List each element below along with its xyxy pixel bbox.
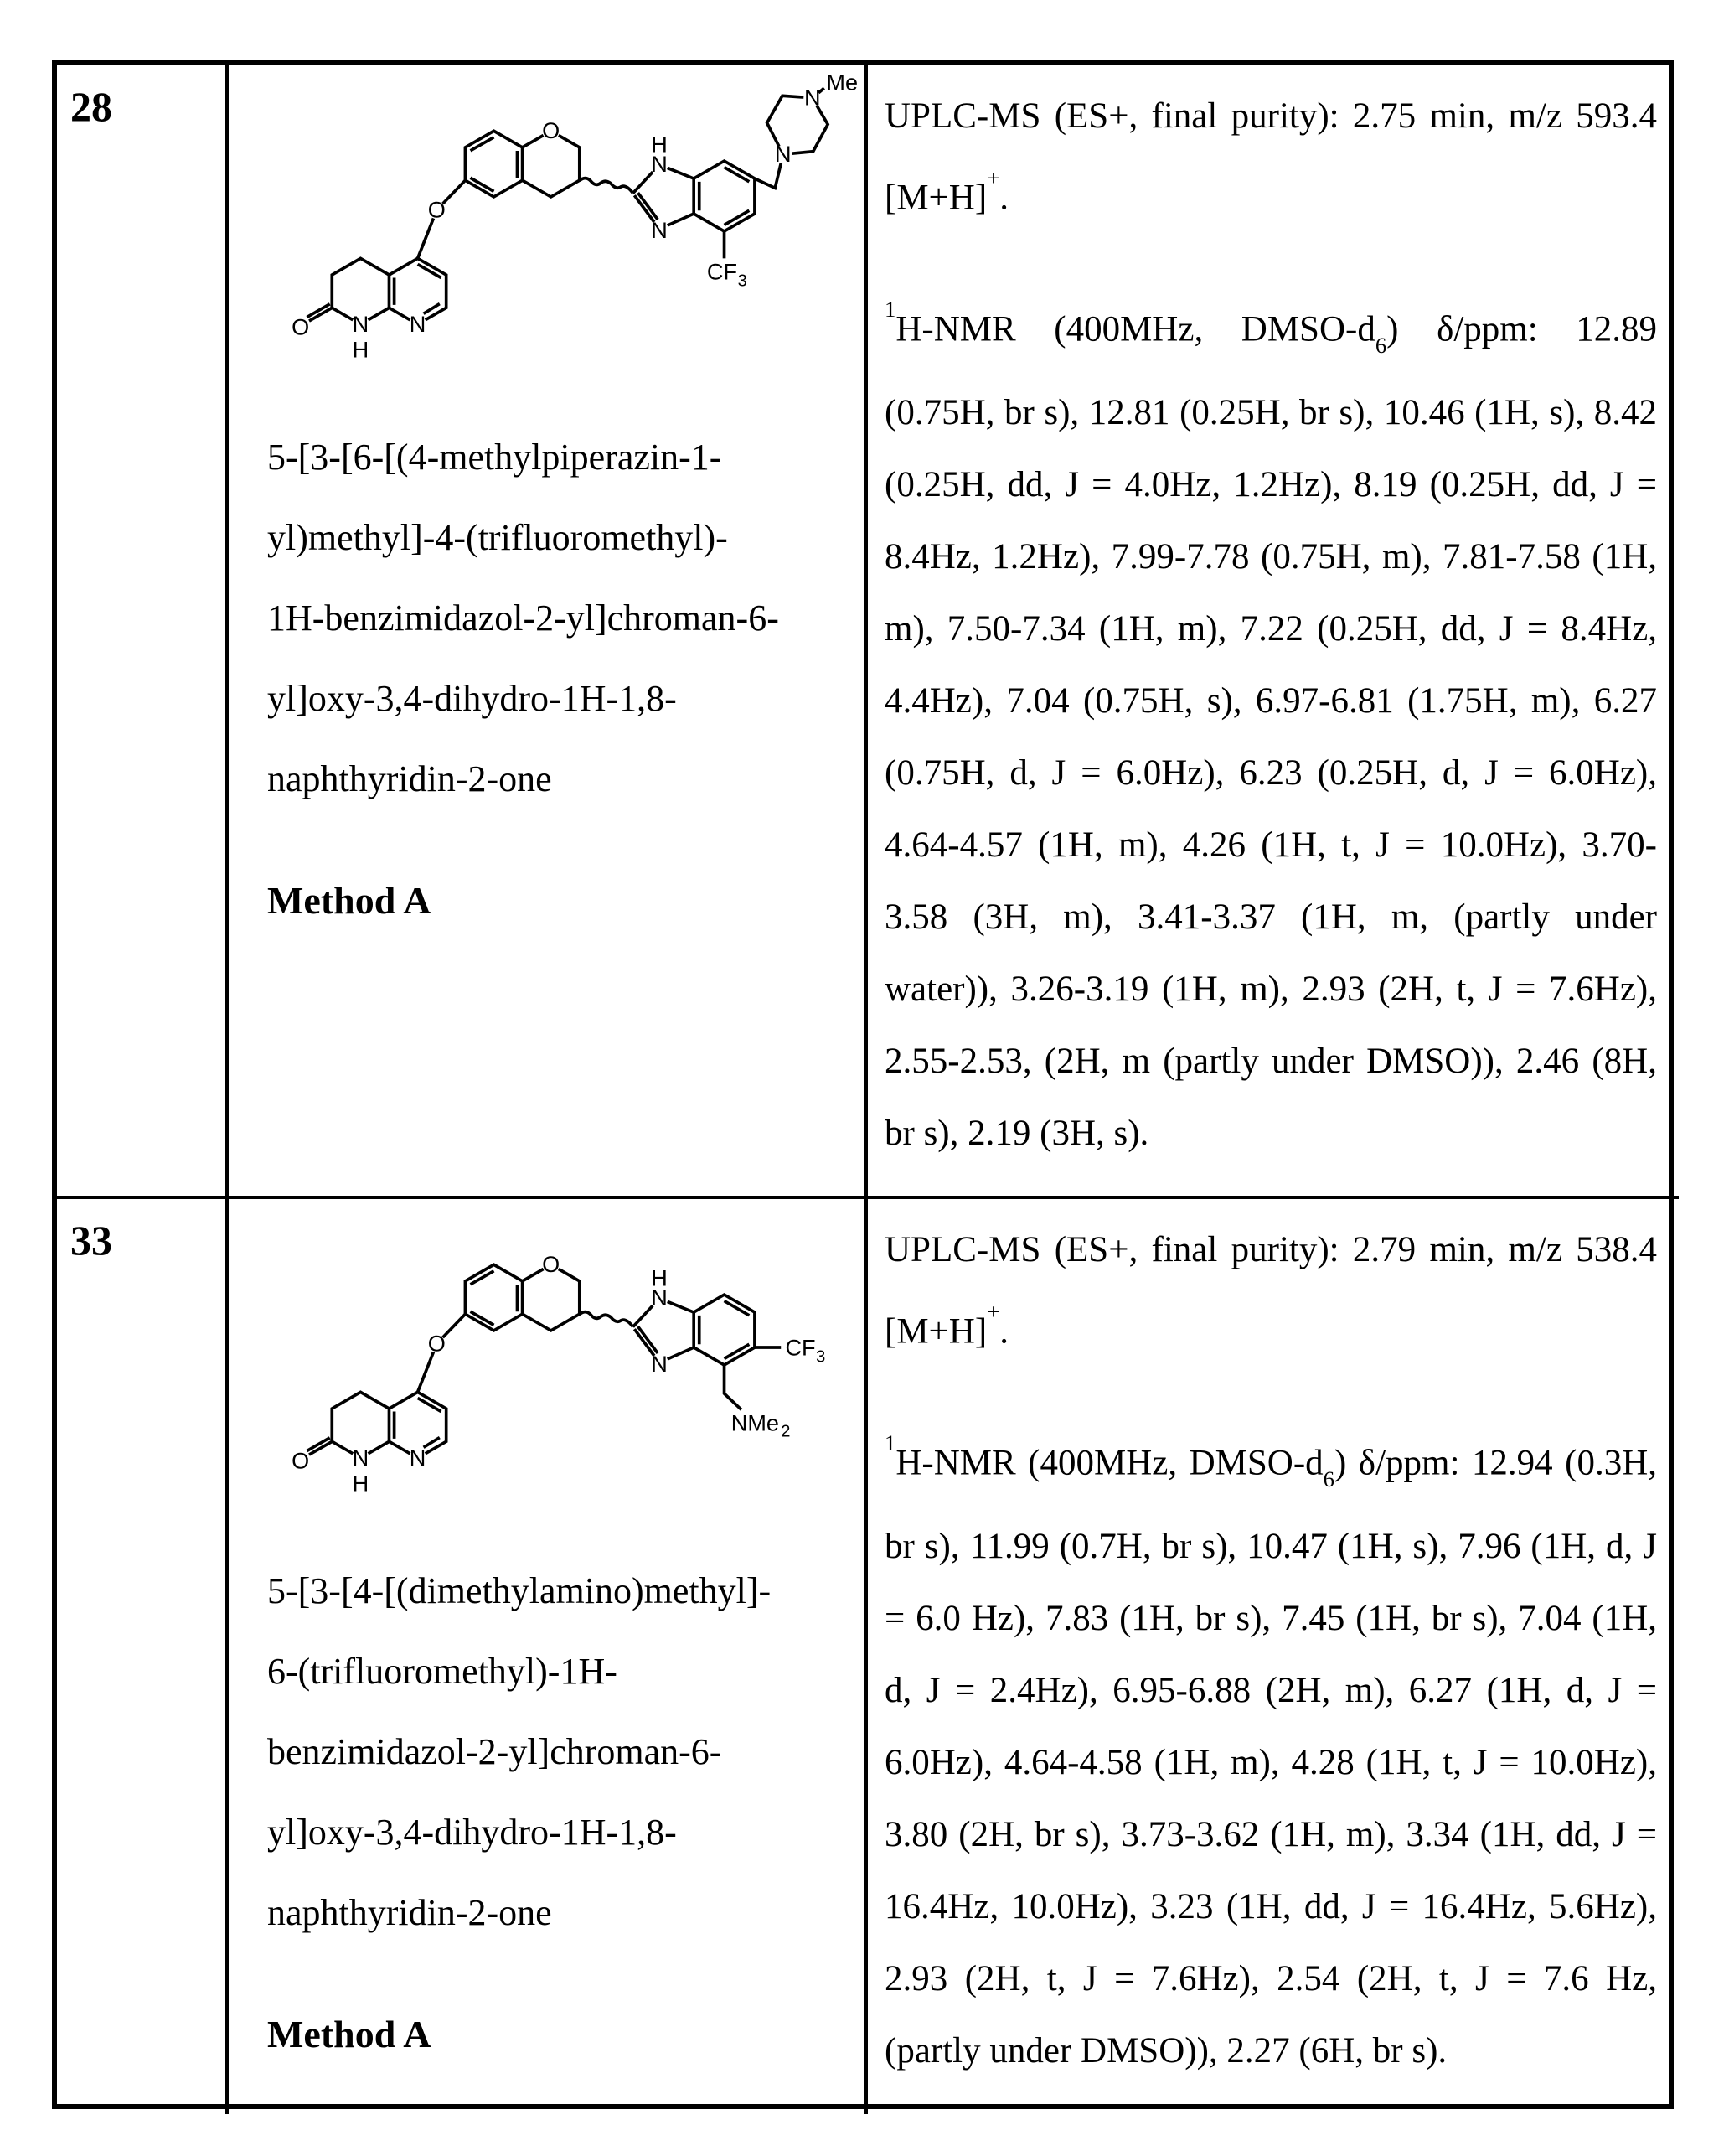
benzimidazole-benzene-bonds bbox=[694, 1295, 755, 1365]
piperazine-n1-label: N bbox=[775, 140, 792, 167]
ether-oxygen-label: O bbox=[427, 196, 446, 223]
naphthyridinone-doubles bbox=[395, 264, 441, 313]
compound-number-cell-33 bbox=[57, 1199, 229, 2114]
mh-plus-superscript: + bbox=[987, 1298, 1000, 1324]
pyran-oxygen-label: O bbox=[542, 1250, 560, 1277]
imidazole-nh-hydrogen-label: H bbox=[651, 1264, 668, 1291]
naphthyridine-nitrogen-label: N bbox=[409, 310, 426, 337]
structure-diagram-33 bbox=[252, 1207, 864, 1523]
compound-table bbox=[52, 60, 1674, 2109]
pyran-oxygen-label: O bbox=[542, 116, 560, 143]
wavy-stereo-bond bbox=[580, 178, 633, 194]
uplc-ms-paragraph-33 bbox=[885, 1214, 1657, 1368]
method-label-33: Method A bbox=[267, 2013, 431, 2055]
carbonyl-double-bond bbox=[307, 1438, 332, 1455]
nmr-shifts-text: ) δ/ppm: 12.89 (0.75H, br s), 12.81 (0.25H, br s), 10.46 (1H, s), 8.42 (0.25H, dd, J = 4.0Hz, 1.2Hz), 8.19 (0.25H, dd, J = 8.4Hz, 1.2Hz), 7.99-7.78 (0.75H, m), 7.81-7.58 (1H, m), 7.50-7.34 (1H, m), 7.22 (0.25H, dd, J = 8.4Hz, 4.4Hz), 7.04 (0.75H, s), 6.97-6.81 (1.75H, m), 6.27 (0.75H, d, J = 6.0Hz), 6.23 (0.25H, d, J = 6.0Hz), 4.64-4.57 (1H, m), 4.26 (1H, t, J = 10.0Hz), 3.70-3.58 (3H, m), 3.41-3.37 (1H, m, (partly under water)), 3.26-3.19 (1H, m), 2.93 (2H, t, J = 7.6Hz), 2.55-2.53, (2H, m (partly under DMSO)), 2.46 (8H, br s), 2.19 (3H, s). bbox=[885, 309, 1657, 1154]
benzimidazole-benzene-bonds bbox=[694, 161, 755, 231]
lactam-nh-hydrogen-label: H bbox=[352, 1470, 369, 1497]
compound-name-line: yl)methyl]-4-(trifluoromethyl)- bbox=[267, 517, 728, 558]
uplc-ms-text: UPLC-MS (ES+, final purity): 2.79 min, m/z 538.4 [M+H] bbox=[885, 1230, 1657, 1352]
compound-name-line: naphthyridin-2-one bbox=[267, 758, 552, 799]
compound-name-line: 6-(trifluoromethyl)-1H- bbox=[267, 1651, 617, 1692]
compound-name-33 bbox=[267, 1551, 864, 1953]
lactam-nitrogen-label: N bbox=[352, 310, 369, 337]
pyran-bonds bbox=[523, 1269, 580, 1330]
compound-name-line: 1H-benzimidazol-2-yl]chroman-6- bbox=[267, 597, 779, 639]
lactam-nitrogen-label: N bbox=[352, 1444, 369, 1471]
n-methyl-label: Me bbox=[826, 74, 859, 96]
analytics-cell-28 bbox=[868, 65, 1679, 1199]
cf3-label: CF bbox=[785, 1334, 816, 1361]
wavy-stereo-bond bbox=[580, 1312, 633, 1327]
cf3-subscript: 3 bbox=[737, 271, 747, 291]
nmr-paragraph-28 bbox=[885, 284, 1657, 1170]
naphthyridine-nitrogen-label: N bbox=[409, 1444, 426, 1471]
chroman-benzene-bonds bbox=[465, 131, 522, 197]
carbonyl-oxygen-label: O bbox=[292, 313, 310, 340]
benzimidazole-benzene-doubles bbox=[699, 168, 750, 225]
imidazole-nh-hydrogen-label: H bbox=[651, 131, 668, 158]
uplc-ms-period: . bbox=[999, 1311, 1009, 1352]
piperazine-n4-label: N bbox=[804, 84, 821, 111]
lactam-nh-hydrogen-label: H bbox=[352, 336, 369, 363]
nmr-1h-superscript: 1 bbox=[885, 1430, 896, 1455]
compound-number: 28 bbox=[70, 83, 112, 130]
uplc-ms-paragraph-28 bbox=[885, 80, 1657, 234]
uplc-ms-period: . bbox=[999, 178, 1009, 218]
compound-number: 33 bbox=[70, 1217, 112, 1264]
compound-name-28 bbox=[267, 417, 864, 819]
structure-name-cell-28 bbox=[229, 65, 868, 1199]
nme2-label: NMe bbox=[730, 1409, 779, 1436]
dmso-d6-subscript: 6 bbox=[1375, 333, 1387, 359]
mh-plus-superscript: + bbox=[987, 164, 1000, 190]
compound-number-cell-28 bbox=[57, 65, 229, 1199]
chroman-benzene-doubles bbox=[471, 137, 518, 192]
nme2-subscript: 2 bbox=[781, 1422, 791, 1441]
method-label-28: Method A bbox=[267, 879, 431, 922]
compound-name-line: 5-[3-[6-[(4-methylpiperazin-1- bbox=[267, 437, 722, 478]
compound-name-line: naphthyridin-2-one bbox=[267, 1892, 552, 1933]
compound-name-line: 5-[3-[4-[(dimethylamino)methyl]- bbox=[267, 1570, 772, 1611]
nmr-paragraph-33 bbox=[885, 1418, 1657, 2087]
aminomethyl-bonds bbox=[725, 1365, 741, 1409]
nmr-1h-superscript: 1 bbox=[885, 297, 896, 322]
ether-oxygen-label: O bbox=[427, 1330, 446, 1357]
analytics-cell-33 bbox=[868, 1199, 1679, 2114]
compound-name-line: yl]oxy-3,4-dihydro-1H-1,8- bbox=[267, 678, 677, 719]
naphthyridinone-doubles bbox=[395, 1398, 441, 1447]
carbonyl-oxygen-label: O bbox=[292, 1447, 310, 1474]
imidazole-nh-nitrogen-label: N bbox=[651, 151, 668, 178]
benzimidazole-benzene-doubles bbox=[699, 1301, 750, 1359]
nmr-prefix-text: H-NMR (400MHz, DMSO-d bbox=[895, 1443, 1324, 1483]
cf3-label: CF bbox=[706, 258, 738, 285]
structure-diagram-28 bbox=[252, 74, 864, 389]
uplc-ms-text: UPLC-MS (ES+, final purity): 2.75 min, m/z 593.4 [M+H] bbox=[885, 96, 1657, 218]
nmr-shifts-text: ) δ/ppm: 12.94 (0.3H, br s), 11.99 (0.7H, br s), 10.47 (1H, s), 7.96 (1H, d, J = 6.0 Hz), 7.83 (1H, br s), 7.45 (1H, br s), 7.04 (1H, d, J = 2.4Hz), 6.95-6.88 (2H, m), 6.27 (1H, d, J = 6.0Hz), 4.64-4.58 (1H, m), 4.28 (1H, t, J = 10.0Hz), 3.80 (2H, br s), 3.73-3.62 (1H, m), 3.34 (1H, dd, J = 16.4Hz, 10.0Hz), 3.23 (1H, dd, J = 16.4Hz, 5.6Hz), 2.93 (2H, t, J = 7.6Hz), 2.54 (2H, t, J = 7.6 Hz, (partly under DMSO)), 2.27 (6H, br s). bbox=[885, 1443, 1658, 2071]
structure-name-cell-33 bbox=[229, 1199, 868, 2114]
cf3-subscript: 3 bbox=[816, 1347, 826, 1367]
chroman-benzene-bonds bbox=[465, 1264, 522, 1331]
imidazole-n3-label: N bbox=[651, 1350, 668, 1377]
pyran-bonds bbox=[523, 135, 580, 196]
imidazole-nh-nitrogen-label: N bbox=[651, 1285, 668, 1311]
compound-name-line: benzimidazol-2-yl]chroman-6- bbox=[267, 1731, 722, 1772]
imidazole-n3-label: N bbox=[651, 216, 668, 243]
compound-name-line: yl]oxy-3,4-dihydro-1H-1,8- bbox=[267, 1812, 677, 1853]
carbonyl-double-bond bbox=[307, 304, 332, 321]
chroman-benzene-doubles bbox=[471, 1271, 518, 1326]
dmso-d6-subscript: 6 bbox=[1323, 1466, 1334, 1492]
nmr-prefix-text: H-NMR (400MHz, DMSO-d bbox=[895, 309, 1375, 349]
patent-compound-table-sheet bbox=[52, 60, 1674, 2109]
